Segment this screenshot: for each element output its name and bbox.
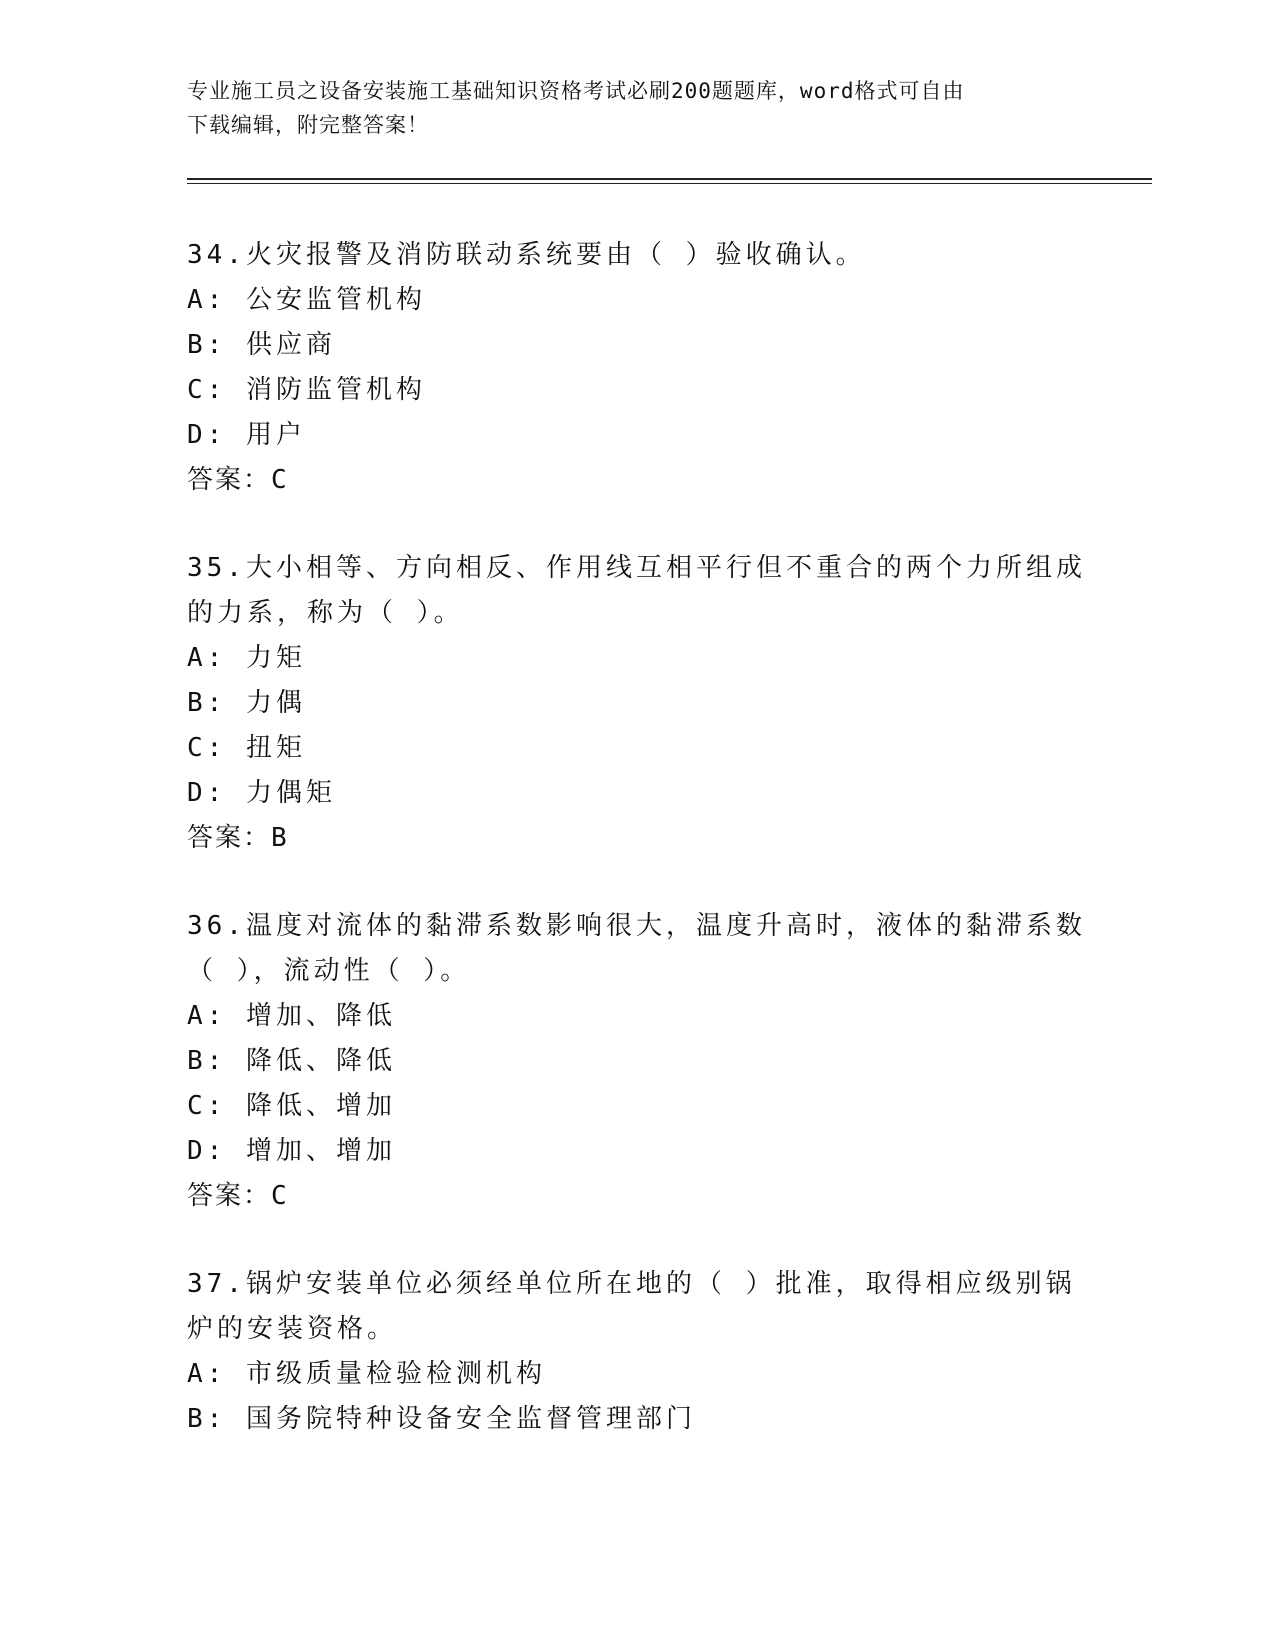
option-c: C: 扭矩 [187, 733, 306, 763]
option-b: B: 供应商 [187, 330, 336, 360]
question-34 [187, 233, 1087, 503]
header-divider-thin [187, 183, 1152, 184]
document-header [187, 74, 1067, 142]
answer: 答案：C [187, 465, 289, 495]
option-a: A: 市级质量检验检测机构 [187, 1359, 546, 1389]
option-b: B: 降低、降低 [187, 1046, 396, 1076]
question-list [187, 233, 1087, 1442]
option-b: B: 力偶 [187, 688, 306, 718]
option-d: D: 力偶矩 [187, 778, 336, 808]
question-37 [187, 1262, 1087, 1442]
option-b: B: 国务院特种设备安全监督管理部门 [187, 1404, 696, 1434]
option-a: A: 公安监管机构 [187, 285, 426, 315]
question-text: 34.火灾报警及消防联动系统要由（ ）验收确认。 [187, 240, 866, 270]
question-text: 35.大小相等、方向相反、作用线互相平行但不重合的两个力所组成的力系，称为（ ）。 [187, 553, 1086, 628]
option-d: D: 用户 [187, 420, 306, 450]
option-c: C: 降低、增加 [187, 1091, 396, 1121]
question-text: 37.锅炉安装单位必须经单位所在地的（ ）批准，取得相应级别锅炉的安装资格。 [187, 1269, 1076, 1344]
question-text: 36.温度对流体的黏滞系数影响很大，温度升高时，液体的黏滞系数（ ），流动性（ ）。 [187, 911, 1086, 986]
option-d: D: 增加、增加 [187, 1136, 396, 1166]
question-35 [187, 546, 1087, 861]
header-line-1: 专业施工员之设备安装施工基础知识资格考试必刷200题题库，word格式可自由 [187, 79, 965, 103]
question-36 [187, 904, 1087, 1219]
option-c: C: 消防监管机构 [187, 375, 426, 405]
option-a: A: 力矩 [187, 643, 306, 673]
option-a: A: 增加、降低 [187, 1001, 396, 1031]
answer: 答案：C [187, 1181, 289, 1211]
answer: 答案：B [187, 823, 289, 853]
header-divider-thick [187, 178, 1152, 180]
header-line-2: 下载编辑，附完整答案！ [187, 113, 429, 137]
